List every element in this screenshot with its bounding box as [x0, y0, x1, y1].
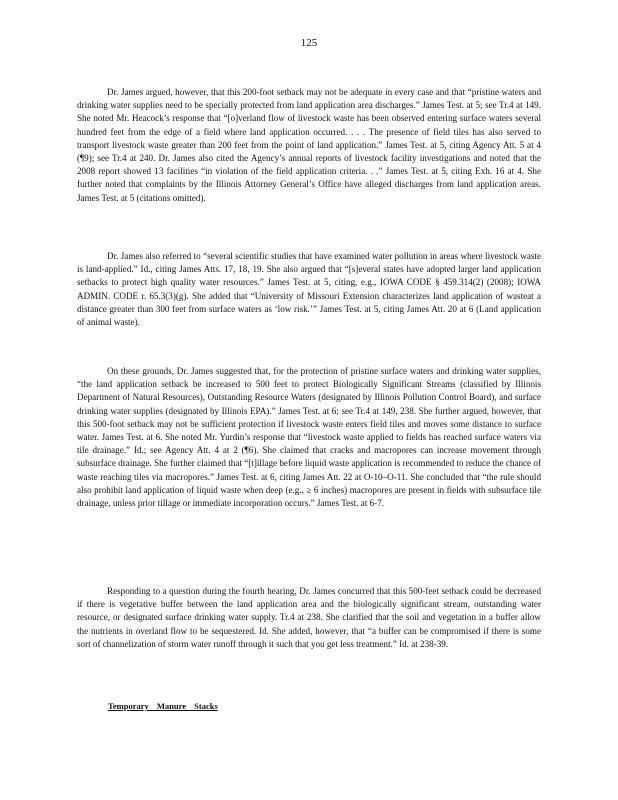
- page-number: 125: [300, 37, 318, 49]
- section-heading: Temporary Manure Stacks: [108, 701, 218, 711]
- paragraph-setback-argument: Dr. James argued, however, that this 200-foot setback may not be adequate in every case and that “pristine waters and drinking water supplies need to be specially protected from land application area discharges.” James Test. at 5; see Tr.4 at 149. She noted Mr. Heacock’s response that “[o]verland flow of livestock waste has been observed entering surface waters several hundred feet from the edge of a field where land application occurred. . . . The presence of field tiles has also served to transport livestock waste greater than 200 feet from the point of land application.” James Test. at 5, citing Agency Att. 5 at 4 (¶9); see Tr.4 at 240. Dr. James also cited the Agency’s annual reports of livestock facility investigations and noted that the 2008 report showed 13 facilities “in violation of the field application criteria. . .” James Test. at 5, citing Exh. 16 at 4. She further noted that complaints by the Illinois Attorney General’s Office have alleged discharges from land application areas. James Test. at 5 (citations omitted).: [77, 87, 541, 203]
- paragraph-proposed-setback: On these grounds, Dr. James suggested that, for the protection of pristine surface waters and drinking water supplies, “the land application setback be increased to 500 feet to protect Biologically Significant Streams (classified by Illinois Department of Natural Resources), Outstanding Resource Waters (designated by Illinois Pollution Control Board), and surface drinking water supplies (designated by Illinois EPA).” James Test. at 6; see Tr.4 at 149, 238. She further argued, however, that this 500-foot setback may not be sufficient protection if livestock waste enters field tiles and moves some distance to surface water. James Test. at 6. She noted Mr. Yurdin’s response that “livestock waste applied to fields has reached surface waters via tile drainage.” Id.; see Agency Att. 4 at 2 (¶6). She claimed that cracks and macropores can increase movement through subsurface drainage. She further claimed that “[t]illage before liquid waste application is recommended to reduce the chance of waste reaching tiles via macropores.” James Test. at 6, citing James Att. 22 at O-10–O-11. She concluded that “the rule should also prohibit land application of liquid waste when deep (e.g., ≥ 6 inches) macropores are present in fields with subsurface tile drainage, unless prior tillage or immediate incorporation occurs.” James Test. at 6-7.: [77, 366, 541, 509]
- paragraph-scientific-studies: Dr. James also referred to “several scientific studies that have examined water pollution in areas where livestock waste is land-applied.” Id., citing James Atts. 17, 18, 19. She also argued that “[s]everal states have adopted larger land application setbacks to protect high quality water resources.” James Test. at 5, citing, e.g., IOWA CODE § 459.314(2) (2008); IOWA ADMIN. CODE r. 65.3(3)(g). She added that “University of Missouri Extension characterizes land application of wasteat a distance greater than 300 feet from surface waters as ‘low risk.’” James Test. at 5, citing James Att. 20 at 6 (Land application of animal waste).: [77, 251, 541, 328]
- paragraph-hearing-response: Responding to a question during the fourth hearing, Dr. James concurred that this 500-feet setback could be decreased if there is vegetative buffer between the land application area and the biologically significant stream, outstanding water resource, or designated surface drinking water supply. Tr.4 at 238. She clarified that the soil and vegetation in a buffer allow the nutrients in overland flow to be sequestered. Id. She added, however, that “a buffer can be compromised if there is some sort of channelization of storm water runoff through it such that you get less treatment.” Id. at 238-39.: [77, 586, 541, 649]
